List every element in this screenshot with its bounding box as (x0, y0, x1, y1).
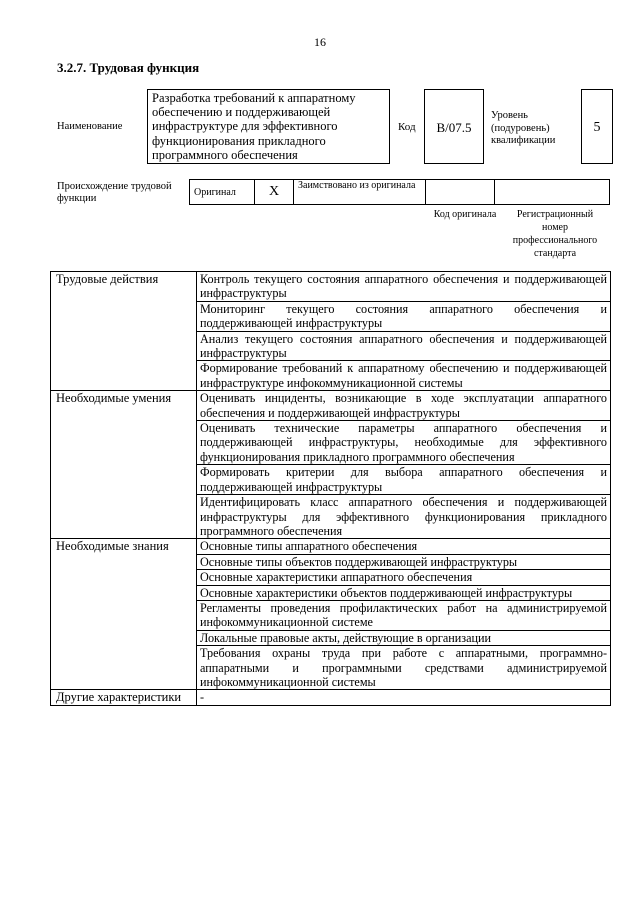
section-item: Оценивать технические параметры аппаратного обеспечения и поддерживающей инфраструктуры, необходимые для эффективного функционирования прикладного программного обеспечения (197, 421, 611, 465)
table-row (51, 690, 611, 705)
original-label: Оригинал (190, 180, 255, 205)
section-category: Необходимые умения (51, 391, 197, 539)
section-category: Необходимые знания (51, 539, 197, 690)
section-item: Основные типы объектов поддерживающей инфраструктуры (197, 554, 611, 569)
section-item: Основные типы аппаратного обеспечения (197, 539, 611, 554)
table-row (51, 539, 611, 554)
section-item: Формировать критерии для выбора аппаратного обеспечения и поддерживающей инфраструктуры (197, 465, 611, 495)
function-details-table (50, 271, 611, 706)
origin-label (57, 181, 185, 205)
function-code-value: B/07.5 (424, 89, 484, 164)
registration-number-caption: Регистрационный номер профессионального стандарта (512, 209, 598, 259)
qualification-level-label (491, 110, 573, 148)
table-row (51, 391, 611, 421)
section-item: Регламенты проведения профилактических работ на администрируемой инфокоммуникационной системе (197, 600, 611, 630)
section-item: Оценивать инциденты, возникающие в ходе эксплуатации аппаратного обеспечения и поддерживающей инфраструктуры (197, 391, 611, 421)
section-title: 3.2.7. Трудовая функция (57, 60, 200, 75)
section-item: Идентифицировать класс аппаратного обеспечения и поддерживающей инфраструктуры для эффективного функционирования прикладного программного обеспечения (197, 495, 611, 539)
section-item: Локальные правовые акты, действующие в организации (197, 630, 611, 645)
name-label: Наименование (57, 121, 123, 132)
section-item: - (197, 690, 611, 705)
origin-label-text: Происхождение трудовой функции (57, 181, 172, 204)
registration-number-cell (495, 180, 610, 205)
section-item: Требования охраны труда при работе с аппаратными, программно-аппаратными и программными средствами администрируемой инфокоммуникационной системы (197, 646, 611, 690)
origin-table (189, 179, 610, 205)
borrowed-label: Заимствовано из оригинала (294, 180, 426, 205)
section-item: Контроль текущего состояния аппаратного обеспечения и поддерживающей инфраструктуры (197, 272, 611, 302)
table-row (51, 272, 611, 302)
qualification-level-label-text: Уровень (подуровень) квалификации (491, 110, 556, 147)
function-name-value: Разработка требований к аппаратному обеспечению и поддерживающей инфраструктуре для эффективного функционирования прикладного программного обеспечения (147, 89, 390, 164)
original-code-cell (426, 180, 495, 205)
section-category: Другие характеристики (51, 690, 197, 705)
section-item: Основные характеристики объектов поддерживающей инфраструктуры (197, 585, 611, 600)
qualification-level-value: 5 (581, 89, 613, 164)
original-code-caption: Код оригинала (433, 209, 497, 220)
function-details-body (51, 272, 611, 706)
origin-row (190, 180, 610, 205)
section-item: Формирование требований к аппаратному обеспечению и поддерживающей инфраструктуре инфокоммуникационной системы (197, 361, 611, 391)
original-mark: X (255, 180, 294, 205)
section-category: Трудовые действия (51, 272, 197, 391)
section-item: Мониторинг текущего состояния аппаратного обеспечения и поддерживающей инфраструктуры (197, 301, 611, 331)
section-item: Основные характеристики аппаратного обеспечения (197, 570, 611, 585)
code-label: Код (398, 121, 416, 133)
page-number: 16 (314, 35, 326, 49)
section-item: Анализ текущего состояния аппаратного обеспечения и поддерживающей инфраструктуры (197, 331, 611, 361)
